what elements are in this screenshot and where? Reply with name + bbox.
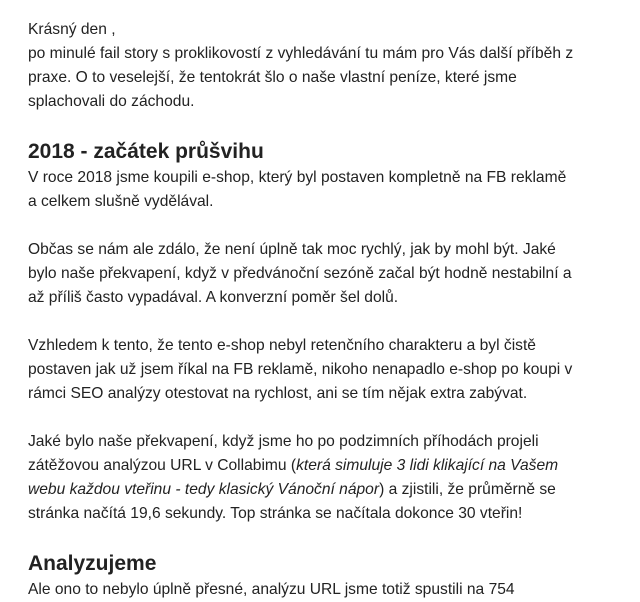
paragraph-line [28,478,618,502]
inline-text: zátěžovou analýzou URL v Collabimu ( [28,457,297,474]
greeting-text: Krásný den , [28,21,116,38]
section-heading-analyzujeme: Analyzujeme [28,552,157,575]
paragraph-line: bylo naše překvapení, když v předvánoční sezóně začal být hodně nestabilní a [28,265,572,282]
intro-line: po minulé fail story s proklikovostí z vyhledávání tu mám pro Vás další příběh z [28,45,574,62]
paragraph-line: Ale ono to nebylo úplně přesné, analýzu URL jsme totiž spustili na 754 [28,581,515,598]
paragraph-line: a celkem slušně vydělával. [28,193,214,210]
paragraph-line: postaven jak už jsem říkal na FB reklamě, nikoho nenapadlo e-shop po koupi v [28,361,573,378]
paragraph-line: Jaké bylo naše překvapení, když jsme ho po podzimních příhodách projeli [28,433,539,450]
paragraph-line: Občas se nám ale zdálo, že není úplně tak moc rychlý, jak by mohl být. Jaké [28,241,556,258]
paragraph-load-test [28,430,618,526]
inline-text: ) a zjistili, že průměrně se [379,481,556,498]
paragraph-retention [28,334,618,406]
paragraph-line: stránka načítá 19,6 sekundy. Top stránka se načítala dokonce 30 vteřin! [28,505,523,522]
paragraph-line: rámci SEO analýzy otestovat na rychlost, ani se tím nějak extra zabývat. [28,385,528,402]
intro-paragraph [28,18,618,114]
article-body [28,18,618,602]
italic-text: webu každou vteřinu - tedy klasický Vánoční nápor [28,481,380,498]
paragraph-eshop-purchase [28,166,618,214]
intro-line: splachovali do záchodu. [28,93,195,110]
italic-text: která simuluje 3 lidi klikající na Vašem [296,457,559,474]
intro-line: praxe. O to veselejší, že tentokrát šlo o naše vlastní peníze, které jsme [28,69,517,86]
paragraph-analysis [28,578,618,602]
paragraph-line: až příliš často vypadával. A konverzní poměr šel dolů. [28,289,399,306]
paragraph-line: V roce 2018 jsme koupili e-shop, který byl postaven kompletně na FB reklamě [28,169,567,186]
section-heading-2018: 2018 - začátek průšvihu [28,140,264,163]
paragraph-line: Vzhledem k tento, že tento e-shop nebyl retenčního charakteru a byl čistě [28,337,536,354]
paragraph-line [28,454,618,478]
paragraph-speed-issue [28,238,618,310]
